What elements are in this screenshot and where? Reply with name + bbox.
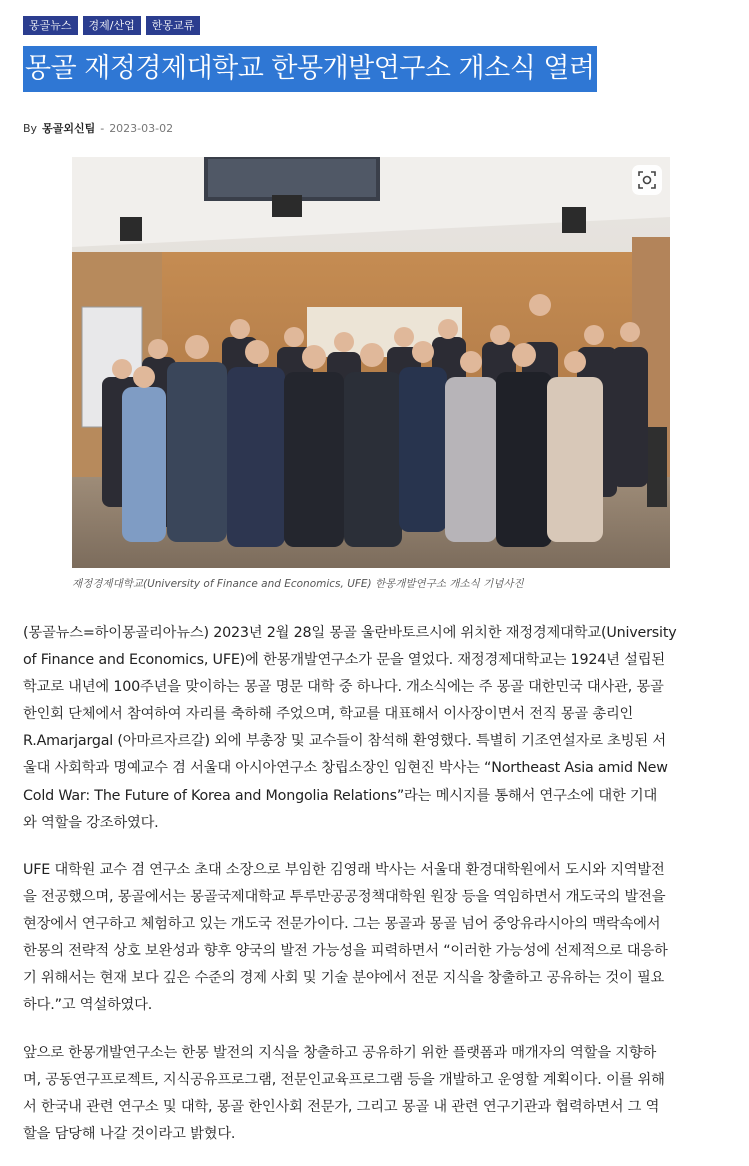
article-paragraph-3 [23, 1040, 723, 1148]
paragraph-line: 하다.”고 역설하였다. [23, 997, 153, 1014]
tag-mongolia-news[interactable]: 몽골뉴스 [23, 16, 78, 35]
paragraph-line: 와 역할을 강조하였다. [23, 814, 159, 831]
tag-korea-mongolia-exchange[interactable]: 한몽교류 [146, 16, 201, 35]
paragraph-line: R.Amarjargal (아마르자르갈) 외에 부총장 및 교수들이 참석해 환영했다. 특별히 기조연설자로 초빙된 서 [23, 733, 666, 750]
article-title-wrap [23, 46, 597, 92]
category-tags [23, 16, 200, 35]
byline-prefix: By [23, 121, 38, 135]
paragraph-line: UFE 대학원 교수 겸 연구소 초대 소장으로 부임한 김영래 박사는 서울대 환경대학원에서 도시와 지역발전 [23, 862, 665, 878]
paragraph-line: 기 위해서는 현재 보다 깊은 수준의 경제 사회 및 기술 분야에서 전문 지식을 창출하고 공유하는 것이 필요 [23, 970, 665, 987]
group-photo [72, 157, 670, 568]
paragraph-line: 서 한국내 관련 연구소 및 대학, 몽골 한인사회 전문가, 그리고 몽골 내 관련 연구기관과 협력하면서 그 역 [23, 1099, 660, 1116]
paragraph-line: (몽골뉴스=하이몽골리아뉴스) 2023년 2월 28일 몽골 울란바토르시에 위치한 재정경제대학교(University [23, 625, 677, 641]
paragraph-line: 며, 공동연구프로젝트, 지식공유프로그램, 전문인교육프로그램 등을 개발하고 운영할 계획이다. 이를 위해 [23, 1072, 665, 1089]
paragraph-line: 학교로 내년에 100주년을 맞이하는 몽골 명문 대학 중 하나다. 개소식에는 주 몽골 대한민국 대사관, 몽골 [23, 679, 664, 696]
paragraph-line: 한몽의 전략적 상호 보완성과 향후 양국의 발전 가능성을 피력하면서 “이러한 가능성에 선제적으로 대응하 [23, 943, 668, 960]
photo-caption: 재정경제대학교(University of Finance and Economics, UFE) 한몽개발연구소 개소식 기념사진 [72, 578, 524, 590]
publish-date: 2023-03-02 [109, 121, 174, 135]
paragraph-line: 한인회 단체에서 참여하여 자리를 축하해 주었으며, 학교를 대표해서 이사장이면서 전직 몽골 총리인 [23, 706, 634, 723]
paragraph-line: 울대 사회학과 명예교수 겸 서울대 아시아연구소 창립소장인 임현진 박사는 “Northeast Asia amid New [23, 760, 668, 777]
article-paragraph-2 [23, 857, 723, 1020]
paragraph-line: 앞으로 한몽개발연구소는 한몽 발전의 지식을 창출하고 공유하기 위한 플랫폼과 매개자의 역할을 지향하 [23, 1045, 657, 1061]
paragraph-line: 할을 담당해 나갈 것이라고 밝혔다. [23, 1126, 236, 1143]
lens-scan-icon [638, 171, 656, 189]
author-link[interactable]: 몽골외신팀 [42, 122, 96, 135]
tag-economy-industry[interactable]: 경제/산업 [83, 16, 141, 35]
paragraph-line: 을 전공했으며, 몽골에서는 몽골국제대학교 투루만공공정책대학원 원장 등을 역임하면서 개도국의 발전을 [23, 889, 666, 906]
byline [23, 120, 173, 136]
paragraph-line: 현장에서 연구하고 체험하고 있는 개도국 전문가이다. 그는 몽골과 몽골 넘어 중앙유라시아의 맥락속에서 [23, 916, 661, 933]
article-paragraph-1 [23, 620, 723, 837]
group-photo-illustration [72, 157, 670, 568]
byline-separator: - [100, 121, 105, 135]
article-title: 몽골 재정경제대학교 한몽개발연구소 개소식 열려 [23, 46, 597, 92]
paragraph-line: Cold War: The Future of Korea and Mongolia Relations”라는 메시지를 통해서 연구소에 대한 기대 [23, 787, 658, 804]
paragraph-line: of Finance and Economics, UFE)에 한몽개발연구소가 문을 열었다. 재정경제대학교는 1924년 설립된 [23, 652, 665, 669]
lens-scan-button[interactable] [632, 165, 662, 195]
